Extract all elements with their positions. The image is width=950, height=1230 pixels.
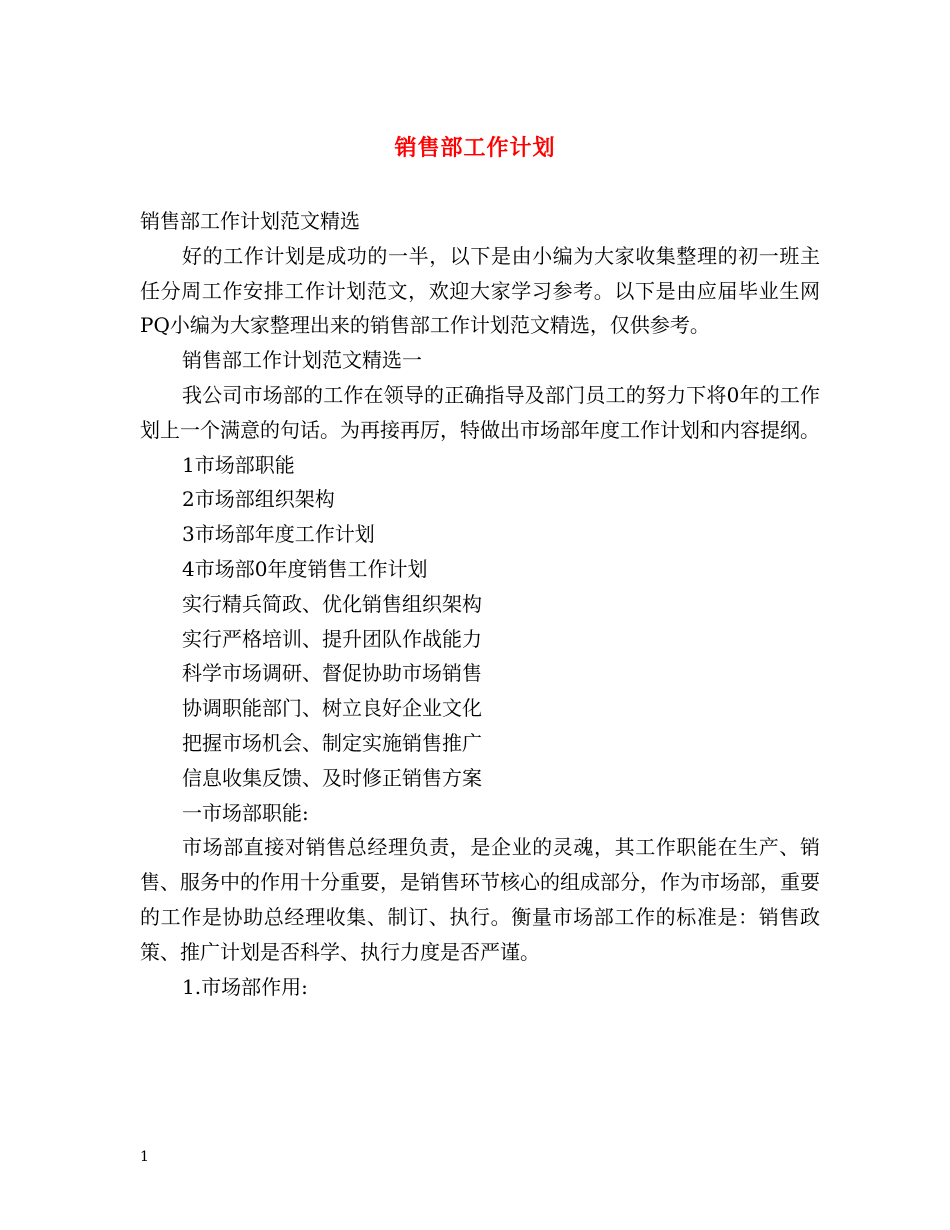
paragraph: 市场部直接对销售总经理负责，是企业的灵魂，其工作职能在生产、销售、服务中的作用十分重要，是销售环节核心的组成部分，作为市场部，重要的工作是协助总经理收集、制订、执行。衡量市场部工作的标准是：销售政策、推广计划是否科学、执行力度是否严谨。 xyxy=(140,835,820,964)
list-item: 实行严格培训、提升团队作战能力 xyxy=(182,626,482,651)
paragraph: 好的工作计划是成功的一半，以下是由小编为大家收集整理的初一班主任分周工作安排工作计划范文，欢迎大家学习参考。以下是由应届毕业生网PQ小编为大家整理出来的销售部工作计划范文精选，仅供参考。 xyxy=(140,243,820,338)
list-item: 3市场部年度工作计划 xyxy=(182,522,375,547)
list-item: 把握市场机会、制定实施销售推广 xyxy=(182,730,482,755)
subsection-heading: 1.市场部作用: xyxy=(182,974,308,999)
document-title: 销售部工作计划 xyxy=(394,135,556,161)
list-item: 2市场部组织架构 xyxy=(182,487,335,512)
paragraph: 我公司市场部的工作在领导的正确指导及部门员工的努力下将0年的工作划上一个满意的句话。为再接再厉，特做出市场部年度工作计划和内容提纲。 xyxy=(140,382,820,442)
subsection-heading: 销售部工作计划范文精选一 xyxy=(182,348,422,373)
document-body xyxy=(140,204,820,1004)
list-item: 信息收集反馈、及时修正销售方案 xyxy=(182,765,482,790)
page-number: 1 xyxy=(140,1149,149,1165)
list-item: 1市场部职能 xyxy=(182,452,295,477)
list-item: 协调职能部门、树立良好企业文化 xyxy=(182,696,482,721)
list-item: 实行精兵简政、优化销售组织架构 xyxy=(182,591,482,616)
list-item: 科学市场调研、督促协助市场销售 xyxy=(182,661,482,686)
list-item: 4市场部0年度销售工作计划 xyxy=(182,556,428,581)
section-heading: 销售部工作计划范文精选 xyxy=(140,209,360,233)
subsection-heading: 一市场部职能: xyxy=(182,800,309,825)
